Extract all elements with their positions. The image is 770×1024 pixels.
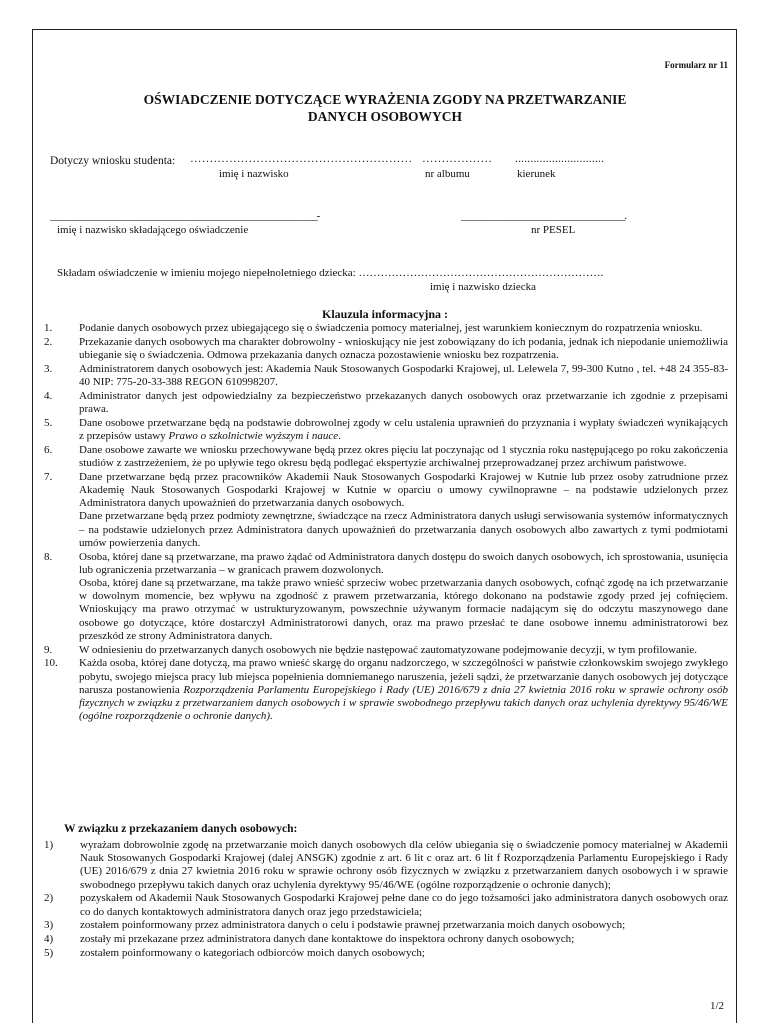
clause-item bbox=[44, 657, 728, 723]
clause-text: Osoba, której dane są przetwarzane, ma prawo żądać od Administratora danych dostępu do swoich danych osobowych, ich sprostowania, usunięcia lub ograniczenia przetwarzania – w granicach prawem dozwolonych. bbox=[79, 550, 728, 576]
child-declaration[interactable]: Składam oświadczenie w imieniu mojego niepełnoletniego dziecka: …………………………………………………………. bbox=[57, 267, 604, 279]
consent-item bbox=[44, 839, 728, 892]
document-title bbox=[40, 91, 730, 125]
form-number: Formularz nr 11 bbox=[664, 60, 728, 70]
clause-text: Dane przetwarzane będą przez pracowników Akademii Nauk Stosowanych Gospodarki Krajowej w Kutnie lub przez osoby zatrudnione przez Akademię Nauk Stosowanych Gospodarki Krajowej w Kutnie w oparciu o umowy cywilnoprawne – na podstawie udzielonych przez Administratora danych upoważnień do przetwarzania danych osobowych. bbox=[79, 470, 728, 510]
clause-number: 10. bbox=[44, 657, 58, 670]
clause-number: 1. bbox=[44, 322, 53, 334]
clause-tail: . bbox=[338, 430, 341, 442]
clause-number: 3. bbox=[44, 362, 53, 375]
clause-text: Administrator danych jest odpowiedzialny za bezpieczeństwo przekazanych danych osobowych oraz przetwarzanie ich zgodnie z przepisami prawa. bbox=[79, 389, 728, 415]
clause-number: 9. bbox=[44, 643, 53, 656]
student-name-field[interactable]: ………………………………………………… bbox=[190, 153, 413, 165]
consent-text: zostały mi przekazane przez administratora danych dane kontaktowe do inspektora ochrony danych osobowych; bbox=[80, 933, 575, 946]
consent-heading: W związku z przekazaniem danych osobowych: bbox=[64, 823, 298, 835]
clause-title: Klauzula informacyjna : bbox=[322, 307, 448, 321]
clause-number: 4. bbox=[44, 389, 53, 402]
clause-number: 8. bbox=[44, 550, 53, 563]
clause-item bbox=[44, 322, 728, 335]
student-label: Dotyczy wniosku studenta: bbox=[50, 155, 176, 167]
caption-pesel: nr PESEL bbox=[531, 224, 576, 236]
clause-item bbox=[44, 363, 728, 389]
clause-text: Dane osobowe przetwarzane będą na podstawie dobrowolnej zgody w celu ustalenia uprawnień do przyznania i wypłaty świadczeń wynikających z przepisów ustawy bbox=[79, 416, 728, 442]
album-number-field[interactable]: ……………… bbox=[422, 153, 493, 165]
clause-item bbox=[44, 444, 728, 470]
clause-text: Przekazanie danych osobowych ma charakter dobrowolny - wnioskujący nie jest zobowiązany do ich podania, jednak ich niepodanie uniemożliwia ubieganie się o świadczenia. Odmowa przekazania danych oznacza pozostawienie wniosku bez rozpatrzenia. bbox=[79, 335, 728, 361]
clause-number: 7. bbox=[44, 470, 53, 483]
clause-item bbox=[44, 390, 728, 416]
pesel-line[interactable]: ______________________________________. bbox=[461, 210, 626, 222]
clause-italic: Rozporządzenia Parlamentu Europejskiego i Rady (UE) 2016/679 z dnia 27 kwietnia 2016 roku w sprawie ochrony osób fizycznych w związku z przetwarzaniem danych osobowych i w sprawie swobodnego przepływu takich danych oraz uchylenia dyrektywy 95/46/WE (ogólne rozporządzenie o ochronie danych). bbox=[79, 683, 728, 723]
clause-item bbox=[44, 551, 728, 643]
consent-text: pozyskałem od Akademii Nauk Stosowanych Gospodarki Krajowej pełne dane co do jego tożsamości jako administratora danych osobowych oraz co do danych kontaktowych administratora danych oraz jego przedstawiciela; bbox=[80, 892, 728, 918]
field-of-study-field[interactable]: ............................. bbox=[515, 153, 605, 165]
caption-child: imię i nazwisko dziecka bbox=[430, 281, 536, 293]
clause-text: W odniesieniu do przetwarzanych danych osobowych nie będzie następować zautomatyzowane podejmowanie decyzji, w tym profilowanie. bbox=[79, 643, 698, 656]
clause-item bbox=[44, 417, 728, 443]
clause-item bbox=[44, 471, 728, 550]
consent-text: zostałem poinformowany o kategoriach odbiorców moich danych osobowych; bbox=[80, 947, 425, 959]
consent-item bbox=[44, 892, 728, 918]
caption-field: kierunek bbox=[517, 168, 556, 180]
title-line-2: DANYCH OSOBOWYCH bbox=[307, 109, 463, 124]
caption-album: nr albumu bbox=[425, 168, 470, 180]
consent-number: 2) bbox=[44, 892, 54, 905]
consent-item bbox=[44, 919, 728, 932]
consent-text: wyrażam dobrowolnie zgodę na przetwarzanie moich danych osobowych dla celów ubiegania się o świadczenie pomocy materialnej w Akademii Nauk Stosowanych Gospodarki Krajowej (dalej ANSGK) zgodnie z art. 6 lit c oraz art. 6 lit f Rozporządzenia Parlamentu Europejskiego i Rady (UE) 2016/679 z dnia 27 kwietnia 2016 roku w sprawie ochrony osób fizycznych w związku z przetwarzaniem danych osobowych i w sprawie swobodnego przepływu takich danych oraz uchylenia dyrektywy 95/46/WE (ogólne rozporządzenie o ochronie danych); bbox=[80, 839, 728, 891]
caption-declarant: imię i nazwisko składającego oświadczenie bbox=[57, 224, 249, 236]
clause-number: 6. bbox=[44, 443, 53, 456]
clause-text: Dane osobowe zawarte we wniosku przechowywane będą przez okres pięciu lat poczynając od 1 stycznia roku następującego po roku zakończenia studiów z zastrzeżeniem, że po upływie tego okresu będą podlegać ekspertyzie archiwalnej przeprowadzanej przez archiwum państwowe. bbox=[79, 443, 728, 469]
clause-text: Każda osoba, której dane dotyczą, ma prawo wnieść skargę do organu nadzorczego, w szczególności w państwie członkowskim swojego zwykłego pobytu, swojego miejsca pracy lub miejsca popełnienia domniemanego naruszenia, jeżeli sądzi, że przetwarzanie danych osobowych jej dotyczące narusza postanowienia bbox=[79, 657, 728, 696]
title-line-1: OŚWIADCZENIE DOTYCZĄCE WYRAŻENIA ZGODY NA PRZETWARZANIE bbox=[143, 92, 627, 107]
consent-number: 5) bbox=[44, 947, 54, 959]
clause-text: Administratorem danych osobowych jest: Akademia Nauk Stosowanych Gospodarki Krajowej, ul. Lelewela 7, 99-300 Kutno , tel. +48 24 355-83-40 NIP: 775-20-33-388 REGON 610998207. bbox=[79, 362, 728, 388]
caption-name: imię i nazwisko bbox=[219, 168, 289, 180]
page-number: 1/2 bbox=[709, 1000, 724, 1012]
consent-item bbox=[44, 947, 728, 960]
consent-item bbox=[44, 933, 728, 946]
declarant-name-line[interactable]: ______________________________________________________________- bbox=[50, 210, 320, 222]
clause-number: 5. bbox=[44, 416, 53, 429]
clause-text: Podanie danych osobowych przez ubiegającego się o świadczenia pomocy materialnej, jest warunkiem koniecznym do rozpatrzenia wniosku. bbox=[79, 322, 703, 334]
consent-list bbox=[44, 839, 728, 961]
consent-number: 3) bbox=[44, 919, 54, 932]
clause-italic: Prawo o szkolnictwie wyższym i nauce bbox=[168, 430, 339, 442]
clause-text-2: Osoba, której dane są przetwarzane, ma także prawo wnieść sprzeciw wobec przetwarzania danych osobowych, cofnąć zgodę na ich przetwarzanie w dowolnym momencie, bez wpływu na zgodność z prawem przetwarzania, którego dokonano na podstawie zgody przed jej cofnięciem. Wnioskujący ma prawo otrzymać w ustrukturyzowanym, powszechnie używanym formacie nadającym się do odczytu maszynowego dane osobowe go dotyczące, które dostarczył Administratorowi danych, oraz ma prawo przesłać te dane osobowe innemu administratorowi bez przeszkód ze strony Administratora danych. bbox=[79, 577, 728, 642]
clause-item bbox=[44, 336, 728, 362]
consent-text: zostałem poinformowany przez administratora danych o celu i podstawie prawnej przetwarzania moich danych osobowych; bbox=[80, 919, 626, 932]
clause-item bbox=[44, 644, 728, 657]
consent-number: 4) bbox=[44, 933, 54, 946]
clause-text-2: Dane przetwarzane będą przez podmioty zewnętrzne, świadczące na rzecz Administratora danych usługi serwisowania systemów informatycznych – na podstawie udzielonych przez Administratora danych upoważnień do przetwarzania danych osobowych albo zawartych z tymi podmiotami umów powierzenia danych. bbox=[79, 510, 728, 549]
consent-number: 1) bbox=[44, 839, 54, 851]
clause-list bbox=[44, 322, 728, 724]
clause-number: 2. bbox=[44, 335, 53, 348]
